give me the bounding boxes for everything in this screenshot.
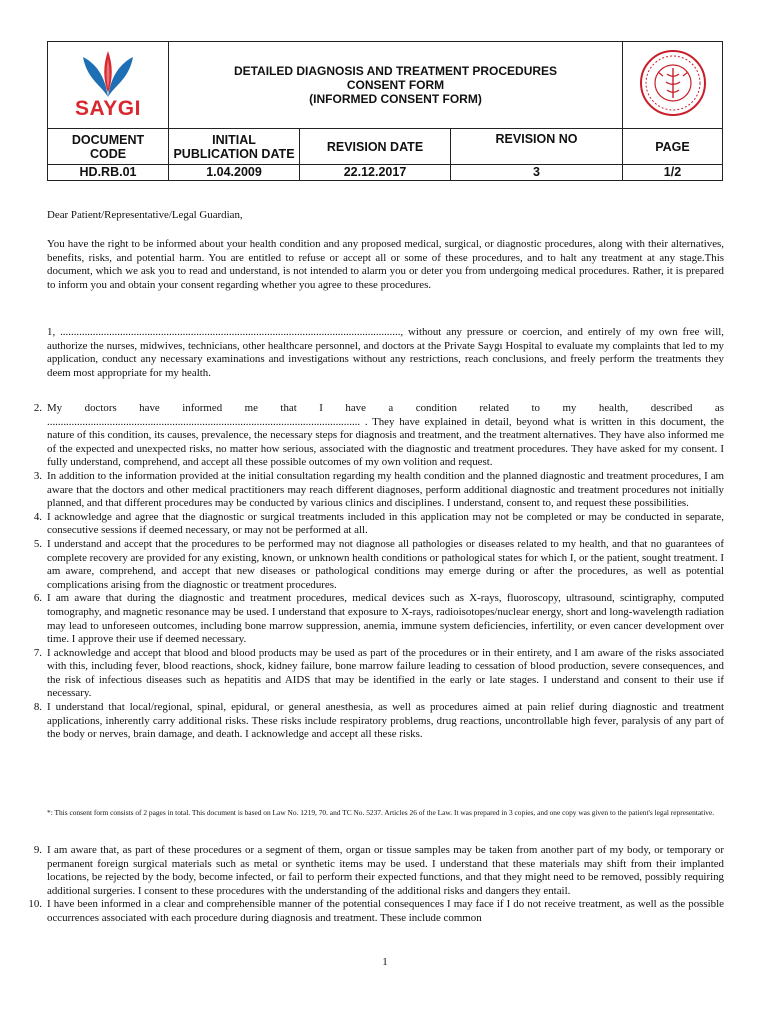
ministry-seal — [623, 42, 723, 129]
consent-item — [20, 592, 724, 646]
page-number: 1 — [382, 956, 388, 968]
consent-item-text: My doctors have informed me that I have a condition related to my health, described as ................................................................................................................... . They have explained in detail, beyond what is written in this document, the nature of this condition, its causes, prevalence, the necessary steps for diagnosis and treatment, and the treatment alternatives. They have also informed me of the expected and unexpected risks, no matter how serious, associated with the diagnostic and treatment procedures. They have asked for my consent. I fully understand, comprehend, and accept all these possible outcomes of my own volition and request. — [47, 402, 724, 469]
intro-paragraph: You have the right to be informed about your health condition and any proposed medical, surgical, or diagnostic procedures, along with their alternatives, benefits, risks, and potential harm. You are entitled to refuse or accept all or some of these procedures, and to halt any treatment at any stage.This document, which we ask you to read and understand, is not intended to alarm you or deter you from undergoing medical procedures. Rather, it is prepared to inform you and obtain your consent regarding whether you agree to these procedures. — [47, 238, 724, 291]
consent-item — [20, 647, 724, 701]
doc-code-value: HD.RB.01 — [48, 165, 169, 181]
consent-item — [20, 701, 724, 742]
hospital-logo — [48, 42, 169, 129]
consent-item-text: I acknowledge and accept that blood and blood products may be used as part of the procedures or in their entirety, and I am aware of the risks associated with this, including fever, blood reactions, shock, kidney failure, bone marrow failure leading to cessation of blood production, severe consequences, and the risk of infectious diseases such as hepatitis and AIDS that may be identified in the early or late stages. I understand and consent to their use if necessary. — [47, 646, 724, 700]
item-1-paragraph: 1, ............................................................................................................................., without any pressure or coercion, and entirely of my own free will, authorize the nurses, midwives, technicians, other healthcare personnel, and doctors at the Private Saygı Hospital to evaluate my complaints that led to my application, conduct any necessary examinations and investigations without any restrictions, reach conclusions, and freely perform the treatments they deem most appropriate for my health. — [47, 326, 724, 379]
consent-item-text: I have been informed in a clear and comprehensible manner of the potential consequences I may face if I do not receive treatment, as well as the possible occurrences associated with each procedure during diagnosis and treatment. These include common — [47, 898, 724, 924]
document-header-table — [47, 41, 723, 181]
consent-item-number: 9. — [33, 844, 42, 856]
consent-item-text: I understand and accept that the procedures to be performed may not diagnose all pathologies or diseases related to my health, and that no guarantees of complete recovery are provided for any existing, known, or unknown health conditions or pathological states for which I, or the patient, sought treatment. I am aware, comprehend, and accept that new diseases or pathological conditions may emerge during or after the procedures, as well as potential complications arising from the diagnostic or treatment procedures. — [47, 537, 724, 591]
page-label: PAGE — [623, 129, 723, 165]
saygi-leaf-icon — [79, 49, 137, 99]
logo-text: SAYGI — [75, 97, 141, 120]
revision-no-value: 3 — [451, 165, 623, 181]
consent-item-text: In addition to the information provided at the initial consultation regarding my health condition and the planned diagnostic and treatment procedures, I am aware that the doctors and other medical practitioners may reach different diagnoses, perform additional diagnostic and treatment procedures not initially planned, and that different procedures may be conducted by various clinics and disciplines. I understand, consent to, and request these possibilities. — [47, 469, 724, 510]
doc-code-label: DOCUMENT CODE — [48, 129, 169, 165]
footnote: *: This consent form consists of 2 pages in total. This document is based on Law No. 1219, 70. and TC No. 5237. Articles 26 of the Law. It was prepared in 3 copies, and one copy was given to the patient's legal representative. — [47, 808, 715, 817]
initial-pub-value: 1.04.2009 — [169, 165, 300, 181]
title-line-1: DETAILED DIAGNOSIS AND TREATMENT PROCEDURES — [233, 64, 558, 78]
title-line-3: (INFORMED CONSENT FORM) — [309, 92, 482, 106]
consent-item — [20, 470, 724, 511]
consent-item — [20, 844, 724, 898]
document-title — [169, 42, 623, 129]
title-line-2: CONSENT FORM — [346, 78, 445, 92]
consent-items-list-b — [20, 844, 724, 926]
initial-pub-label: INITIAL PUBLICATION DATE — [169, 129, 300, 165]
consent-item-number: 5. — [33, 537, 42, 550]
consent-item-number: 10. — [28, 898, 42, 911]
consent-item-number: 7. — [33, 646, 42, 659]
revision-date-value: 22.12.2017 — [300, 165, 451, 181]
consent-item-text: I understand that local/regional, spinal, epidural, or general anesthesia, as well as procedures aimed at pain relief during diagnostic and treatment applications, inherently carry additional risks. These risks include respiratory problems, drug reactions, uncontrollable high fever, paralysis of any part of the body or nerves, brain damage, and death. I acknowledge and accept all these risks. — [47, 701, 724, 741]
consent-items-list-a — [20, 402, 724, 742]
revision-no-label: REVISION NO — [451, 129, 623, 165]
ministry-seal-icon — [638, 48, 708, 118]
greeting: Dear Patient/Representative/Legal Guardian, — [47, 209, 243, 221]
consent-item-text: I acknowledge and agree that the diagnostic or surgical treatments included in this application may not be completed or may be conducted in separate, consecutive sessions if deemed necessary, or may not be performed at all. — [47, 510, 724, 537]
consent-item — [20, 511, 724, 538]
consent-item-number: 4. — [33, 510, 42, 523]
consent-item-text: I am aware that during the diagnostic and treatment procedures, medical devices such as X-rays, fluoroscopy, ultrasound, scintigraphy, computed tomography, and magnetic resonance may be used. I understand that exposure to X-rays, radioisotopes/nuclear energy, short and long-wavelength radiation may lead to unforeseen outcomes, including bone marrow suppression, anemia, immune system deficiencies, infertility, or even cancer development over time. I approve their use if deemed necessary. — [47, 592, 724, 646]
consent-item-number: 8. — [33, 701, 42, 714]
consent-item-text: I am aware that, as part of these procedures or a segment of them, organ or tissue samples may be taken from another part of my body, or temporary or permanent foreign surgical materials such as metal or synthetic items may be used. I understand that these materials may shift from their implanted locations, be rejected by the body, become infected, or fail to perform their expected functions, and that they might need to be removed, possibly requiring additional surgeries. I consent to these procedures with the understanding of the additional risks and dangers they entail. — [47, 844, 724, 897]
consent-item — [20, 538, 724, 592]
consent-item — [20, 402, 724, 470]
page-value: 1/2 — [623, 165, 723, 181]
consent-item-number: 6. — [33, 592, 42, 605]
revision-date-label: REVISION DATE — [300, 129, 451, 165]
consent-item-number: 3. — [33, 469, 42, 482]
consent-item — [20, 898, 724, 925]
consent-item-number: 2. — [33, 402, 42, 414]
